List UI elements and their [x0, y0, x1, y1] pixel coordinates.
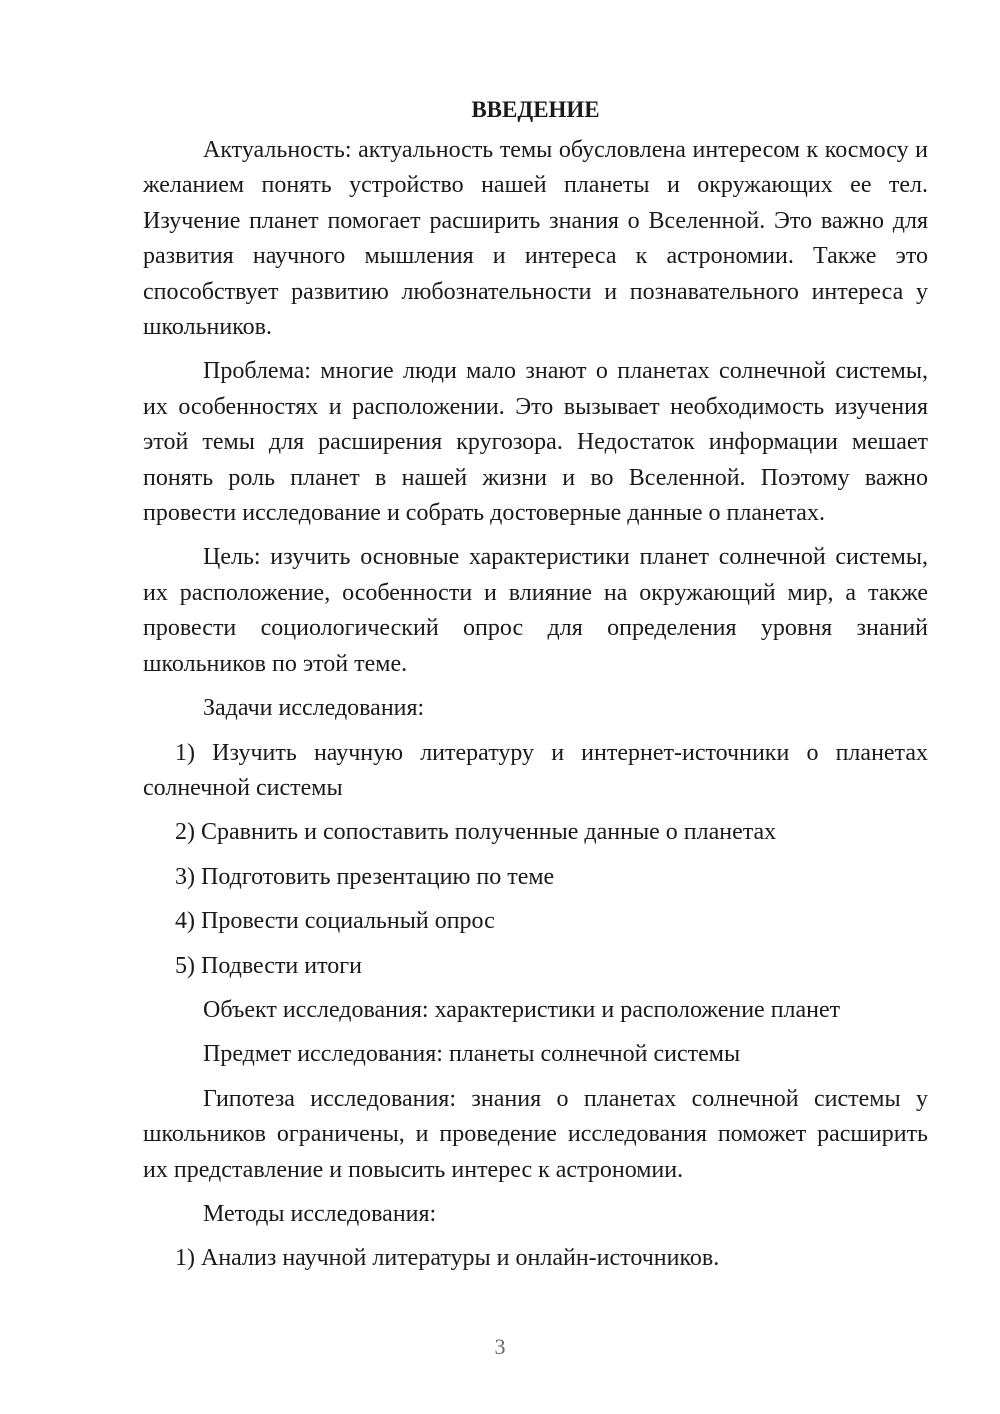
hypothesis-paragraph: Гипотеза исследования: знания о планетах солнечной системы у школьников ограничены, и проведение исследования поможет расширить их представление и повысить интерес к астрономии. [143, 1085, 928, 1183]
relevance-paragraph: Актуальность: актуальность темы обусловлена интересом к космосу и желанием понять устройство нашей планеты и окружающих ее тел. Изучение планет помогает расширить знания о Вселенной. Это важно для развития научного мышления и интереса к астрономии. Также это способствует развитию любознательности и познавательного интереса у школьников. [143, 137, 928, 341]
methods-heading: Методы исследования: [203, 1200, 437, 1227]
research-subject: Предмет исследования: планеты солнечной системы [203, 1041, 741, 1068]
task-item: 4) Провести социальный опрос [175, 908, 495, 935]
section-title: ВВЕДЕНИЕ [471, 97, 600, 122]
task-item: 2) Сравнить и сопоставить полученные данные о планетах [175, 819, 777, 846]
methods-list [143, 1241, 928, 1276]
page-body [143, 94, 928, 1277]
research-object: Объект исследования: характеристики и расположение планет [203, 996, 841, 1023]
page-number: 3 [494, 1334, 506, 1359]
task-item: 3) Подготовить презентацию по теме [175, 863, 555, 890]
problem-paragraph: Проблема: многие люди мало знают о планетах солнечной системы, их особенностях и расположении. Это вызывает необходимость изучения этой темы для расширения кругозора. Недостаток информации мешает понять роль планет в нашей жизни и во Вселенной. Поэтому важно провести исследование и собрать достоверные данные о планетах. [143, 358, 928, 527]
task-item: 5) Подвести итоги [175, 952, 362, 979]
method-item: 1) Анализ научной литературы и онлайн-источников. [175, 1245, 720, 1272]
goal-paragraph: Цель: изучить основные характеристики планет солнечной системы, их расположение, особенности и влияние на окружающий мир, а также провести социологический опрос для определения уровня знаний школьников по этой теме. [143, 544, 928, 677]
tasks-list [143, 736, 928, 984]
tasks-heading: Задачи исследования: [203, 695, 425, 722]
task-item: 1) Изучить научную литературу и интернет-источники о планетах солнечной системы [143, 739, 928, 801]
